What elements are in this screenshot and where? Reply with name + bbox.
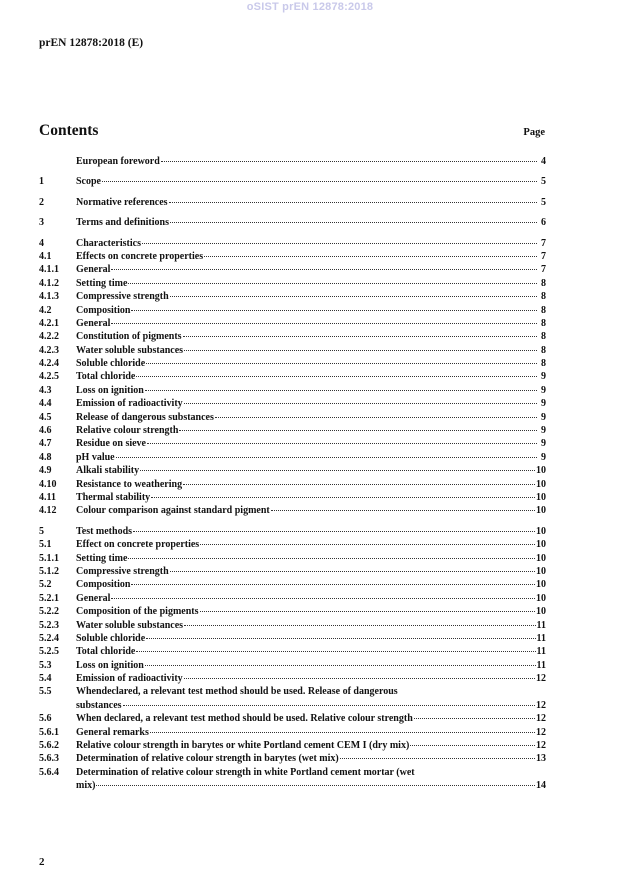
- toc-entry-title: Effect on concrete properties: [76, 539, 200, 551]
- toc-entry[interactable]: [39, 175, 546, 188]
- toc-entry-page: 10: [536, 525, 546, 537]
- toc-entry-number: 5.6.3: [39, 753, 59, 765]
- toc-entry-page: 8: [541, 358, 546, 370]
- toc-entry-page: 9: [541, 438, 546, 450]
- toc-entry-title: Whendeclared, a relevant test method should be used. Release of dangerous: [76, 686, 398, 698]
- toc-entry-title: Compressive strength: [76, 565, 169, 577]
- toc-entry-number: 5.1.2: [39, 565, 59, 577]
- toc-entry[interactable]: [39, 525, 546, 538]
- toc-entry[interactable]: [39, 196, 546, 209]
- toc-entry-title: pH value: [76, 451, 115, 463]
- toc-entry-page: 8: [541, 317, 546, 329]
- toc-entry[interactable]: [39, 726, 546, 739]
- toc-entry-number: 4.2.2: [39, 331, 59, 343]
- toc-entry-page: 8: [541, 344, 546, 356]
- toc-entry-title: General remarks: [76, 726, 149, 738]
- toc-entry[interactable]: [39, 685, 546, 698]
- toc-entry[interactable]: [39, 619, 546, 632]
- toc-entry-title: Scope: [76, 176, 101, 188]
- toc-group: [39, 196, 546, 209]
- page-number: 2: [39, 856, 45, 868]
- toc-entry-title: General: [76, 317, 111, 329]
- toc-entry[interactable]: [39, 155, 546, 168]
- toc-entry[interactable]: [39, 645, 546, 658]
- toc-entry-page: 12: [536, 726, 546, 738]
- toc-entry-page: 10: [536, 592, 546, 604]
- watermark: oSIST prEN 12878:2018: [246, 1, 374, 13]
- toc-entry-number: 5.4: [39, 673, 52, 685]
- toc-entry-number: 4.11: [39, 491, 56, 503]
- toc-entry[interactable]: [39, 357, 546, 370]
- toc-entry-page: 9: [541, 451, 546, 463]
- toc-entry[interactable]: [39, 552, 546, 565]
- toc-entry-number: 4.6: [39, 425, 52, 437]
- toc-entry-page: 9: [541, 411, 546, 423]
- dot-leader: [184, 403, 537, 404]
- toc-entry[interactable]: [39, 384, 546, 397]
- toc-entry[interactable]: [39, 330, 546, 343]
- toc-entry-page: 6: [541, 217, 546, 229]
- toc-entry[interactable]: [39, 464, 546, 477]
- toc-entry-title: Total chloride: [76, 371, 136, 383]
- toc-entry[interactable]: [39, 424, 546, 437]
- toc-entry[interactable]: [39, 659, 546, 672]
- toc-entry-page: 4: [541, 156, 546, 167]
- toc-entry[interactable]: [39, 672, 546, 685]
- toc-entry[interactable]: [39, 411, 546, 424]
- toc-entry-title: Relative colour strength: [76, 425, 179, 437]
- toc-entry-title: Residue on sieve: [76, 438, 146, 450]
- dot-leader: [215, 417, 537, 418]
- toc-entry-page: 10: [536, 491, 546, 503]
- toc-group: [39, 525, 546, 793]
- toc-entry-page: 11: [536, 659, 546, 671]
- toc-entry-number: 5.6.2: [39, 740, 59, 752]
- toc-entry-title: Composition: [76, 304, 131, 316]
- toc-entry[interactable]: [39, 216, 546, 229]
- toc-entry-number: 4.2: [39, 304, 52, 316]
- dot-leader: [116, 457, 537, 458]
- toc-entry-title: Release of dangerous substances: [76, 411, 214, 423]
- toc-entry-title: When declared, a relevant test method should be used. Relative colour strength: [76, 713, 413, 725]
- dot-leader: [340, 758, 535, 759]
- toc-entry-page: 10: [536, 478, 546, 490]
- dot-leader: [145, 665, 536, 666]
- toc-entry-title: Setting time: [76, 277, 128, 289]
- dot-leader: [147, 443, 537, 444]
- toc-entry-number: 5.1: [39, 539, 52, 551]
- dot-leader: [123, 705, 535, 706]
- toc-entry-number: 4.8: [39, 451, 52, 463]
- toc-entry-title: European foreword: [76, 156, 160, 167]
- toc-entry-page: 11: [536, 646, 546, 658]
- toc-entry-title: Resistance to weathering: [76, 478, 183, 490]
- toc-entry-number: 4.2.4: [39, 358, 59, 370]
- toc-entry-number: 4.12: [39, 505, 57, 517]
- toc-entry-page: 9: [541, 371, 546, 383]
- toc-entry[interactable]: [39, 699, 546, 712]
- toc-entry-number: 2: [39, 196, 44, 208]
- toc-entry-title: Setting time: [76, 552, 128, 564]
- dot-leader: [271, 510, 535, 511]
- toc-entry-title: Constitution of pigments: [76, 331, 182, 343]
- toc-entry-title: substances: [76, 699, 122, 711]
- toc-entry-page: 10: [536, 552, 546, 564]
- toc-entry[interactable]: [39, 478, 546, 491]
- toc-entry-number: 4.3: [39, 384, 52, 396]
- toc-entry[interactable]: [39, 538, 546, 551]
- toc-entry-number: 4: [39, 237, 44, 249]
- toc-entry-title: Determination of relative colour strength in barytes (wet mix): [76, 753, 339, 765]
- dot-leader: [146, 638, 535, 639]
- toc-entry-number: 4.1.3: [39, 291, 59, 303]
- toc-entry-title: Loss on ignition: [76, 659, 144, 671]
- toc-entry-number: 4.10: [39, 478, 57, 490]
- dot-leader: [169, 202, 537, 203]
- toc-entry-page: 10: [536, 539, 546, 551]
- dot-leader: [111, 323, 537, 324]
- toc-entry[interactable]: [39, 578, 546, 591]
- toc-entry-title: Composition of the pigments: [76, 606, 199, 618]
- dot-leader: [179, 430, 537, 431]
- toc-entry-number: 4.1: [39, 250, 52, 262]
- toc-entry-number: 5.2.3: [39, 619, 59, 631]
- toc-entry-page: 8: [541, 291, 546, 303]
- toc-entry[interactable]: [39, 370, 546, 383]
- toc-entry-title: Terms and definitions: [76, 217, 169, 229]
- dot-leader: [140, 470, 535, 471]
- toc-entry-page: 10: [536, 579, 546, 591]
- toc-entry-number: 5.3: [39, 659, 52, 671]
- toc-entry-page: 13: [536, 753, 546, 765]
- dot-leader: [161, 161, 537, 162]
- toc-entry-title: General: [76, 264, 111, 276]
- dot-leader: [184, 678, 535, 679]
- dot-leader: [111, 598, 535, 599]
- dot-leader: [183, 336, 537, 337]
- toc-entry-title: Relative colour strength in barytes or white Portland cement CEM I (dry mix): [76, 740, 410, 752]
- document-header: prEN 12878:2018 (E): [39, 37, 144, 49]
- toc-entry-page: 10: [536, 565, 546, 577]
- toc-entry-page: 7: [541, 250, 546, 262]
- toc-entry-title: Determination of relative colour strength in white Portland cement mortar (wet: [76, 766, 415, 778]
- toc-entry-title: Composition: [76, 579, 131, 591]
- toc-entry-title: Total chloride: [76, 646, 136, 658]
- dot-leader: [131, 584, 535, 585]
- toc-entry-number: 5.6.1: [39, 726, 59, 738]
- toc-entry-number: 5.2.1: [39, 592, 59, 604]
- toc-entry[interactable]: [39, 712, 546, 725]
- toc-entry-page: 12: [536, 673, 546, 685]
- dot-leader: [410, 745, 535, 746]
- toc-entry-title: Water soluble substances: [76, 344, 184, 356]
- toc-entry-number: 5.2: [39, 579, 52, 591]
- toc-group: [39, 175, 546, 188]
- page-column-label: Page: [523, 127, 545, 138]
- toc-entry-page: 12: [536, 699, 546, 711]
- dot-leader: [200, 544, 535, 545]
- toc-entry-title: Colour comparison against standard pigment: [76, 505, 270, 517]
- toc-entry-page: 9: [541, 398, 546, 410]
- toc-entry-title: Effects on concrete properties: [76, 250, 204, 262]
- toc-entry-number: 1: [39, 176, 44, 188]
- toc-entry-title: Loss on ignition: [76, 384, 144, 396]
- toc-entry-page: 7: [541, 264, 546, 276]
- toc-entry[interactable]: [39, 277, 546, 290]
- toc-entry-page: 5: [541, 196, 546, 208]
- toc-entry[interactable]: [39, 304, 546, 317]
- toc-entry-page: 11: [536, 619, 546, 631]
- toc-entry[interactable]: [39, 397, 546, 410]
- toc-entry-page: 10: [536, 465, 546, 477]
- toc-entry[interactable]: [39, 344, 546, 357]
- dot-leader: [96, 785, 535, 786]
- toc-group: [39, 237, 546, 518]
- toc-entry-number: 4.1.2: [39, 277, 59, 289]
- toc-entry-page: 10: [536, 606, 546, 618]
- dot-leader: [204, 256, 537, 257]
- dot-leader: [184, 350, 537, 351]
- toc-entry-title: mix): [76, 780, 96, 792]
- toc-entry-number: 5.2.4: [39, 632, 59, 644]
- toc-entry-number: 4.2.5: [39, 371, 59, 383]
- toc-entry-page: 10: [536, 505, 546, 517]
- toc-entry[interactable]: [39, 317, 546, 330]
- toc-entry-page: 9: [541, 425, 546, 437]
- toc-entry-page: 14: [536, 780, 546, 792]
- dot-leader: [111, 269, 537, 270]
- toc-entry-number: 4.1.1: [39, 264, 59, 276]
- toc-entry[interactable]: [39, 290, 546, 303]
- toc-entry-number: 5.2.5: [39, 646, 59, 658]
- dot-leader: [183, 484, 535, 485]
- dot-leader: [170, 571, 535, 572]
- toc-entry[interactable]: [39, 739, 546, 752]
- toc-entry-number: 5.1.1: [39, 552, 59, 564]
- toc-entry-page: 12: [536, 740, 546, 752]
- table-of-contents: [39, 155, 546, 800]
- toc-entry-title: Thermal stability: [76, 491, 151, 503]
- toc-entry-page: 9: [541, 384, 546, 396]
- dot-leader: [151, 497, 535, 498]
- toc-entry-title: Compressive strength: [76, 291, 169, 303]
- toc-entry-page: 12: [536, 713, 546, 725]
- toc-entry-page: 5: [541, 176, 546, 188]
- toc-entry[interactable]: [39, 237, 546, 250]
- toc-entry-title: Soluble chloride: [76, 632, 146, 644]
- toc-entry[interactable]: [39, 752, 546, 765]
- toc-entry[interactable]: [39, 632, 546, 645]
- toc-entry-number: 4.7: [39, 438, 52, 450]
- dot-leader: [142, 243, 537, 244]
- toc-entry-page: 8: [541, 277, 546, 289]
- dot-leader: [133, 531, 535, 532]
- dot-leader: [184, 625, 535, 626]
- toc-entry[interactable]: [39, 437, 546, 450]
- toc-entry-title: Emission of radioactivity: [76, 673, 183, 685]
- dot-leader: [102, 181, 537, 182]
- toc-entry-page: 11: [536, 632, 546, 644]
- toc-entry-page: 8: [541, 331, 546, 343]
- toc-entry[interactable]: [39, 250, 546, 263]
- toc-entry-number: 4.4: [39, 398, 52, 410]
- toc-entry-number: 5.6.4: [39, 766, 59, 778]
- toc-entry-title: General: [76, 592, 111, 604]
- dot-leader: [414, 718, 535, 719]
- toc-entry-title: Water soluble substances: [76, 619, 184, 631]
- toc-entry[interactable]: [39, 565, 546, 578]
- toc-entry-number: 5.6: [39, 713, 52, 725]
- toc-entry-page: 7: [541, 237, 546, 249]
- dot-leader: [136, 651, 535, 652]
- toc-entry-number: 4.5: [39, 411, 52, 423]
- toc-entry-title: Alkali stability: [76, 465, 140, 477]
- contents-heading: Contents: [39, 122, 99, 139]
- toc-group: [39, 155, 546, 168]
- toc-entry-number: 4.2.1: [39, 317, 59, 329]
- toc-entry[interactable]: [39, 592, 546, 605]
- toc-entry[interactable]: [39, 451, 546, 464]
- toc-entry[interactable]: [39, 491, 546, 504]
- dot-leader: [200, 611, 535, 612]
- toc-entry-title: Characteristics: [76, 237, 141, 249]
- toc-entry-number: 4.9: [39, 465, 52, 477]
- toc-entry[interactable]: [39, 263, 546, 276]
- toc-entry-number: 5: [39, 525, 44, 537]
- toc-entry[interactable]: [39, 766, 546, 779]
- toc-group: [39, 216, 546, 229]
- dot-leader: [136, 376, 537, 377]
- toc-entry[interactable]: [39, 605, 546, 618]
- toc-entry-title: Normative references: [76, 196, 168, 208]
- dot-leader: [170, 222, 537, 223]
- dot-leader: [145, 390, 537, 391]
- toc-entry-number: 5.2.2: [39, 606, 59, 618]
- dot-leader: [146, 363, 537, 364]
- toc-entry[interactable]: [39, 779, 546, 792]
- dot-leader: [128, 283, 537, 284]
- dot-leader: [150, 732, 535, 733]
- toc-entry-number: 3: [39, 217, 44, 229]
- toc-entry-page: 8: [541, 304, 546, 316]
- dot-leader: [170, 296, 537, 297]
- toc-entry[interactable]: [39, 504, 546, 517]
- toc-entry-title: Emission of radioactivity: [76, 398, 183, 410]
- toc-entry-title: Test methods: [76, 525, 133, 537]
- dot-leader: [131, 310, 537, 311]
- toc-entry-number: 5.5: [39, 686, 52, 698]
- dot-leader: [128, 558, 535, 559]
- toc-entry-number: 4.2.3: [39, 344, 59, 356]
- toc-entry-title: Soluble chloride: [76, 358, 146, 370]
